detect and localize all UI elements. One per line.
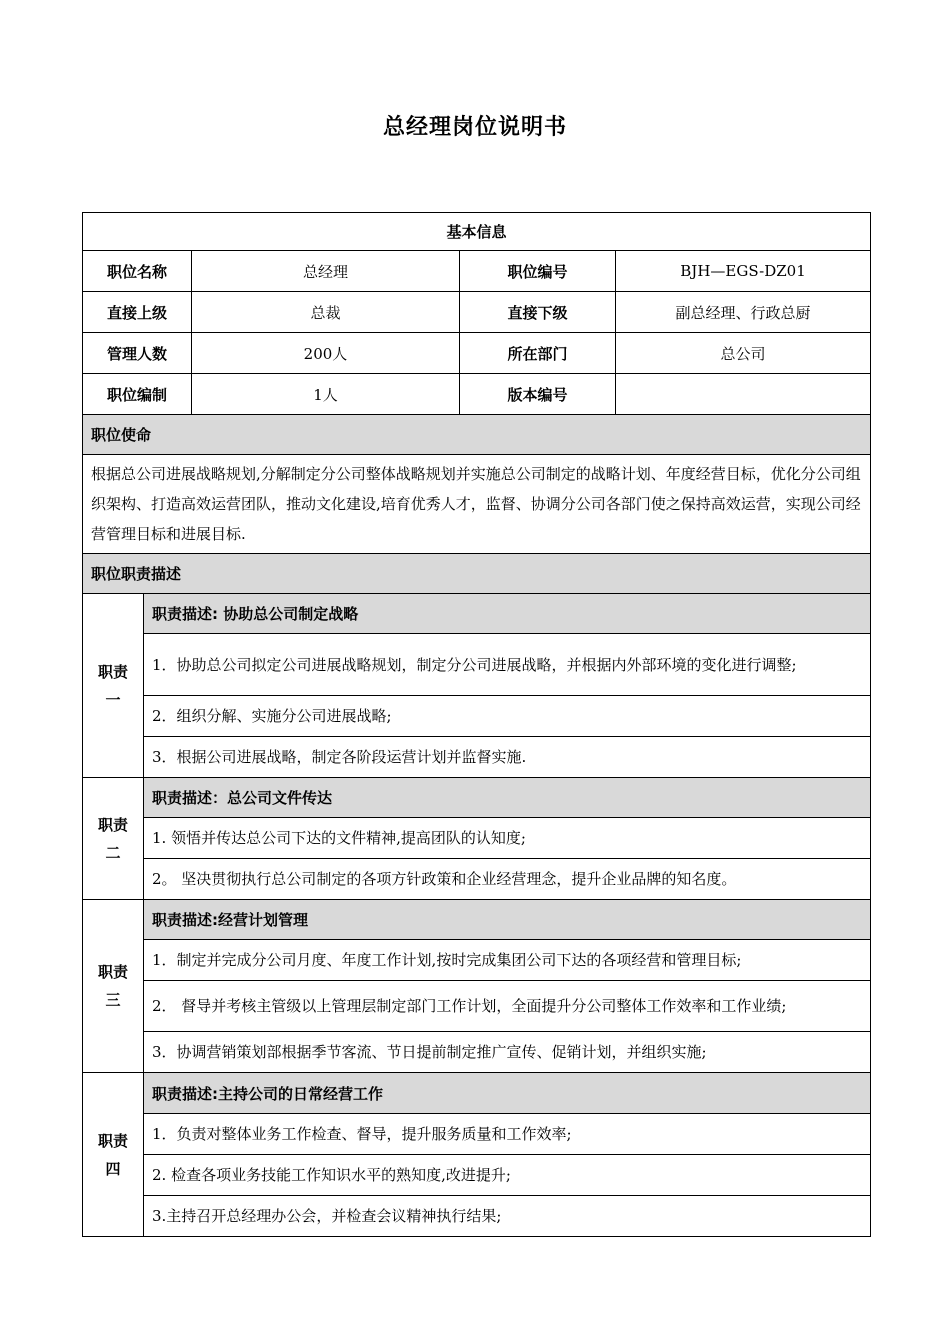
info-label: 直接下级 <box>460 292 616 333</box>
duty-item-row <box>83 737 871 778</box>
info-value <box>616 374 871 415</box>
info-row <box>83 374 871 415</box>
duty-item: 3.主持召开总经理办公会，并检查会议精神执行结果; <box>144 1196 871 1237</box>
duty-label-line2: 一 <box>105 690 121 709</box>
info-label: 管理人数 <box>83 333 192 374</box>
duty-item-row <box>83 634 871 696</box>
info-value: 1人 <box>192 374 460 415</box>
duty-heading: 职责描述:经营计划管理 <box>144 900 871 940</box>
duty-item-row <box>83 1155 871 1196</box>
info-value: 总公司 <box>616 333 871 374</box>
info-value: 200人 <box>192 333 460 374</box>
duty-label <box>83 594 144 778</box>
info-value: 总经理 <box>192 251 460 292</box>
duty-label-line2: 二 <box>105 843 121 862</box>
duty-label-line1: 职责 <box>97 662 128 681</box>
duty-item: 2．组织分解、实施分公司进展战略; <box>144 696 871 737</box>
duty-item-row <box>83 1196 871 1237</box>
duty-item-row <box>83 940 871 981</box>
info-label: 职位编号 <box>460 251 616 292</box>
basic-info-header: 基本信息 <box>83 213 871 251</box>
duties-header: 职位职责描述 <box>83 554 871 594</box>
document-title: 总经理岗位说明书 <box>382 115 567 140</box>
duty-heading-row <box>83 594 871 634</box>
duty-item-row <box>83 859 871 900</box>
job-description-table <box>82 212 871 1237</box>
mission-header-row <box>83 415 871 455</box>
duty-item-row <box>83 1032 871 1073</box>
info-value: 总裁 <box>192 292 460 333</box>
mission-header: 职位使命 <box>83 415 871 455</box>
duty-heading-row <box>83 900 871 940</box>
duty-item-row <box>83 1114 871 1155</box>
info-value: 副总经理、行政总厨 <box>616 292 871 333</box>
duty-item: 2. 检查各项业务技能工作知识水平的熟知度,改进提升; <box>144 1155 871 1196</box>
info-label: 直接上级 <box>83 292 192 333</box>
duty-label-line2: 三 <box>105 991 121 1009</box>
duty-item: 1. 领悟并传达总公司下达的文件精神,提高团队的认知度; <box>144 818 871 859</box>
duty-item: 1．协助总公司拟定公司进展战略规划，制定分公司进展战略，并根据内外部环境的变化进行调整; <box>144 634 871 696</box>
duty-label <box>83 900 144 1073</box>
duty-heading: 职责描述:主持公司的日常经营工作 <box>144 1073 871 1114</box>
duty-item: 2． 督导并考核主管级以上管理层制定部门工作计划，全面提升分公司整体工作效率和工作业绩; <box>144 981 871 1032</box>
duty-item-row <box>83 818 871 859</box>
info-row <box>83 251 871 292</box>
duty-label <box>83 778 144 900</box>
duty-item: 1．负责对整体业务工作检查、督导，提升服务质量和工作效率; <box>144 1114 871 1155</box>
duty-heading-row <box>83 1073 871 1114</box>
duty-label-line1: 职责 <box>97 1131 128 1150</box>
duty-item-row <box>83 696 871 737</box>
info-row <box>83 292 871 333</box>
info-label: 职位名称 <box>83 251 192 292</box>
basic-info-header-row <box>83 213 871 251</box>
duty-item: 3．协调营销策划部根据季节客流、节日提前制定推广宣传、促销计划，并组织实施; <box>144 1032 871 1073</box>
info-value: BJH—EGS-DZ01 <box>616 251 871 292</box>
info-label: 职位编制 <box>83 374 192 415</box>
duty-heading-row <box>83 778 871 818</box>
info-row <box>83 333 871 374</box>
duty-heading: 职责描述: 协助总公司制定战略 <box>144 594 871 634</box>
duty-item-row <box>83 981 871 1032</box>
info-label: 所在部门 <box>460 333 616 374</box>
info-label: 版本编号 <box>460 374 616 415</box>
duties-header-row <box>83 554 871 594</box>
duty-label-line1: 职责 <box>97 815 128 834</box>
duty-item: 1．制定并完成分公司月度、年度工作计划,按时完成集团公司下达的各项经营和管理目标; <box>144 940 871 981</box>
mission-text: 根据总公司进展战略规划,分解制定分公司整体战略规划并实施总公司制定的战略计划、年度经营目标，优化分公司组织架构、打造高效运营团队，推动文化建设,培育优秀人才，监督、协调分公司各部门使之保持高效运营，实现公司经营管理目标和进展目标. <box>83 455 871 554</box>
duty-heading: 职责描述：总公司文件传达 <box>144 778 871 818</box>
mission-row <box>83 455 871 554</box>
duty-label <box>83 1073 144 1237</box>
duty-label-line1: 职责 <box>97 963 128 981</box>
duty-label-line2: 四 <box>105 1159 121 1178</box>
duty-item: 2。 坚决贯彻执行总公司制定的各项方针政策和企业经营理念，提升企业品牌的知名度。 <box>144 859 871 900</box>
duty-item: 3．根据公司进展战略，制定各阶段运营计划并监督实施. <box>144 737 871 778</box>
